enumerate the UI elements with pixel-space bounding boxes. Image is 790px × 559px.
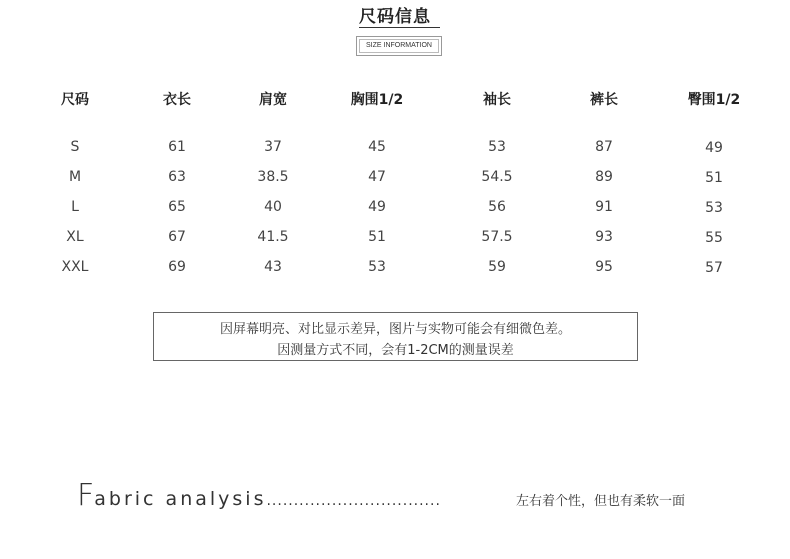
cell-hip: 57 — [705, 260, 723, 276]
cell-pants-length: 87 — [595, 139, 613, 155]
cell-sleeve: 53 — [488, 139, 506, 155]
cell-chest: 51 — [368, 229, 386, 245]
cell-sleeve: 59 — [488, 259, 506, 275]
cell-sleeve: 54.5 — [481, 169, 513, 185]
cell-shoulder: 37 — [264, 139, 282, 155]
header-chest: 胸围1/2 — [350, 92, 404, 108]
cell-length: 63 — [168, 169, 186, 185]
cell-hip: 55 — [705, 230, 723, 246]
fabric-initial: F — [77, 478, 95, 513]
header-hip: 臀围1/2 — [687, 92, 741, 108]
header-sleeve: 袖长 — [483, 92, 511, 108]
cell-sleeve: 56 — [488, 199, 506, 215]
note-line-1: 因屏幕明亮、对比显示差异，图片与实物可能会有细微色差。 — [219, 322, 571, 337]
fabric-heading — [77, 478, 441, 513]
cell-length: 61 — [168, 139, 186, 155]
cell-size: XXL — [61, 259, 89, 275]
cell-size: S — [70, 139, 80, 155]
cell-size: L — [71, 199, 79, 215]
cell-pants-length: 91 — [595, 199, 613, 215]
cell-chest: 45 — [368, 139, 386, 155]
cell-size: XL — [66, 229, 84, 245]
title-underline — [359, 27, 440, 28]
cell-length: 65 — [168, 199, 186, 215]
fabric-title: abric analysis — [94, 488, 267, 510]
cell-shoulder: 41.5 — [257, 229, 289, 245]
cell-size: M — [68, 169, 82, 185]
cell-shoulder: 40 — [264, 199, 282, 215]
cell-length: 67 — [168, 229, 186, 245]
note-line-2: 因测量方式不同，会有1-2CM的测量误差 — [277, 343, 514, 358]
cell-pants-length: 95 — [595, 259, 613, 275]
header-size: 尺码 — [61, 92, 89, 108]
cell-chest: 53 — [368, 259, 386, 275]
cell-length: 69 — [168, 259, 186, 275]
page-title: 尺码信息 — [359, 7, 431, 27]
cell-hip: 53 — [705, 200, 723, 216]
cell-chest: 47 — [368, 169, 386, 185]
cell-shoulder: 43 — [264, 259, 282, 275]
cell-pants-length: 93 — [595, 229, 613, 245]
cell-shoulder: 38.5 — [257, 169, 289, 185]
cell-chest: 49 — [368, 199, 386, 215]
fabric-dots: ................................ — [266, 493, 441, 509]
subtitle-label: SIZE INFORMATION — [359, 39, 439, 53]
cell-pants-length: 89 — [595, 169, 613, 185]
cell-sleeve: 57.5 — [481, 229, 513, 245]
slogan-text: 左右着个性，但也有柔软一面 — [516, 494, 686, 509]
header-length: 衣长 — [163, 92, 191, 108]
header-pants-length: 裤长 — [590, 92, 618, 108]
cell-hip: 51 — [705, 170, 723, 186]
header-shoulder: 肩宽 — [259, 92, 287, 108]
cell-hip: 49 — [705, 140, 723, 156]
